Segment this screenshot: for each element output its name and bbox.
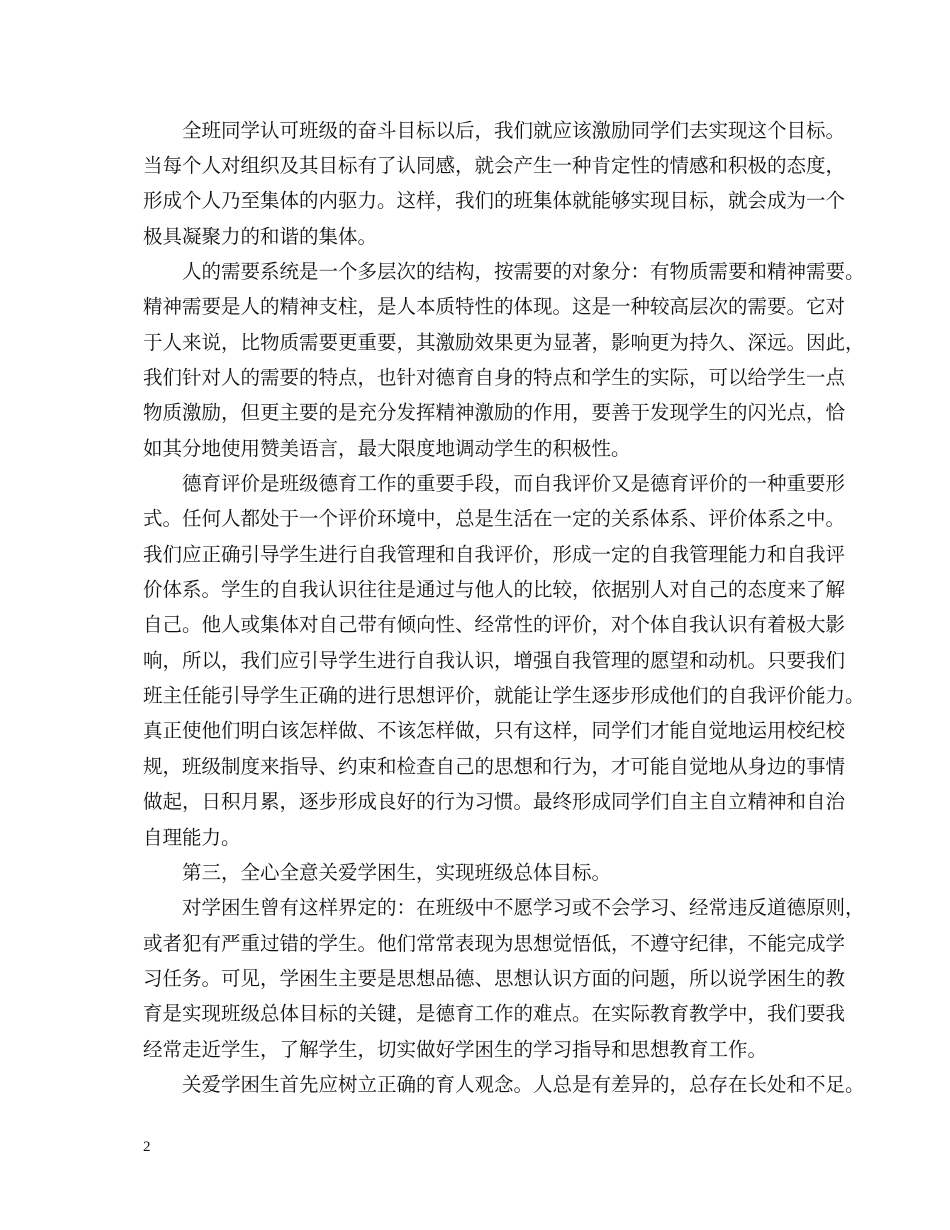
- text-line: 或者犯有严重过错的学生。他们常常表现为思想觉悟低，不遵守纪律，不能完成学: [143, 932, 846, 955]
- text-line: 真正使他们明白该怎样做、不该怎样做，只有这样，同学们才能自觉地运用校纪校: [143, 719, 846, 742]
- text-line: 育是实现班级总体目标的关键，是德育工作的难点。在实际教育教学中，我们要我: [143, 1002, 846, 1025]
- text-line: 习任务。可见，学困生主要是思想品德、思想认识方面的问题，所以说学困生的教: [143, 967, 846, 990]
- page-number: 2: [143, 1139, 151, 1155]
- text-line: 全班同学认可班级的奋斗目标以后，我们就应该激励同学们去实现这个目标。: [143, 119, 846, 142]
- text-line: 第三，全心全意关爱学困生，实现班级总体目标。: [143, 861, 612, 884]
- text-line: 形成个人乃至集体的内驱力。这样，我们的班集体就能够实现目标，就会成为一个: [143, 189, 846, 212]
- text-line: 于人来说，比物质需要更重要，其激励效果更为显著，影响更为持久、深远。因此，: [143, 331, 865, 354]
- text-line: 经常走近学生，了解学生，切实做好学困生的学习指导和思想教育工作。: [143, 1038, 768, 1061]
- text-line: 价体系。学生的自我认识往往是通过与他人的比较，依据别人对自己的态度来了解: [143, 578, 846, 601]
- text-line: 德育评价是班级德育工作的重要手段，而自我评价又是德育评价的一种重要形: [143, 472, 846, 495]
- text-line: 我们针对人的需要的特点，也针对德育自身的特点和学生的实际，可以给学生一点: [143, 366, 846, 389]
- text-line: 做起，日积月累，逐步形成良好的行为习惯。最终形成同学们自主自立精神和自治: [143, 790, 846, 813]
- text-line: 人的需要系统是一个多层次的结构，按需要的对象分：有物质需要和精神需要。: [143, 260, 865, 283]
- text-line: 自己。他人或集体对自己带有倾向性、经常性的评价，对个体自我认识有着极大影: [143, 613, 846, 636]
- text-line: 自理能力。: [143, 826, 241, 849]
- text-line: 响，所以，我们应引导学生进行自我认识，增强自我管理的愿望和动机。只要我们: [143, 649, 846, 672]
- text-line: 关爱学困生首先应树立正确的育人观念。人总是有差异的，总存在长处和不足。: [143, 1073, 865, 1096]
- text-line: 物质激励，但更主要的是充分发挥精神激励的作用，要善于发现学生的闪光点，恰: [143, 401, 846, 424]
- text-line: 当每个人对组织及其目标有了认同感，就会产生一种肯定性的情感和积极的态度，: [143, 154, 846, 177]
- text-line: 对学困生曾有这样界定的：在班级中不愿学习或不会学习、经常违反道德原则，: [143, 896, 865, 919]
- text-line: 式。任何人都处于一个评价环境中，总是生活在一定的关系体系、评价体系之中。: [143, 507, 846, 530]
- text-line: 班主任能引导学生正确的进行思想评价，就能让学生逐步形成他们的自我评价能力。: [143, 684, 865, 707]
- text-line: 我们应正确引导学生进行自我管理和自我评价，形成一定的自我管理能力和自我评: [143, 543, 846, 566]
- text-line: 规，班级制度来指导、约束和检查自己的思想和行为，才可能自觉地从身边的事情: [143, 755, 846, 778]
- text-line: 精神需要是人的精神支柱，是人本质特性的体现。这是一种较高层次的需要。它对: [143, 295, 846, 318]
- text-line: 极具凝聚力的和谐的集体。: [143, 225, 378, 248]
- text-line: 如其分地使用赞美语言，最大限度地调动学生的积极性。: [143, 437, 631, 460]
